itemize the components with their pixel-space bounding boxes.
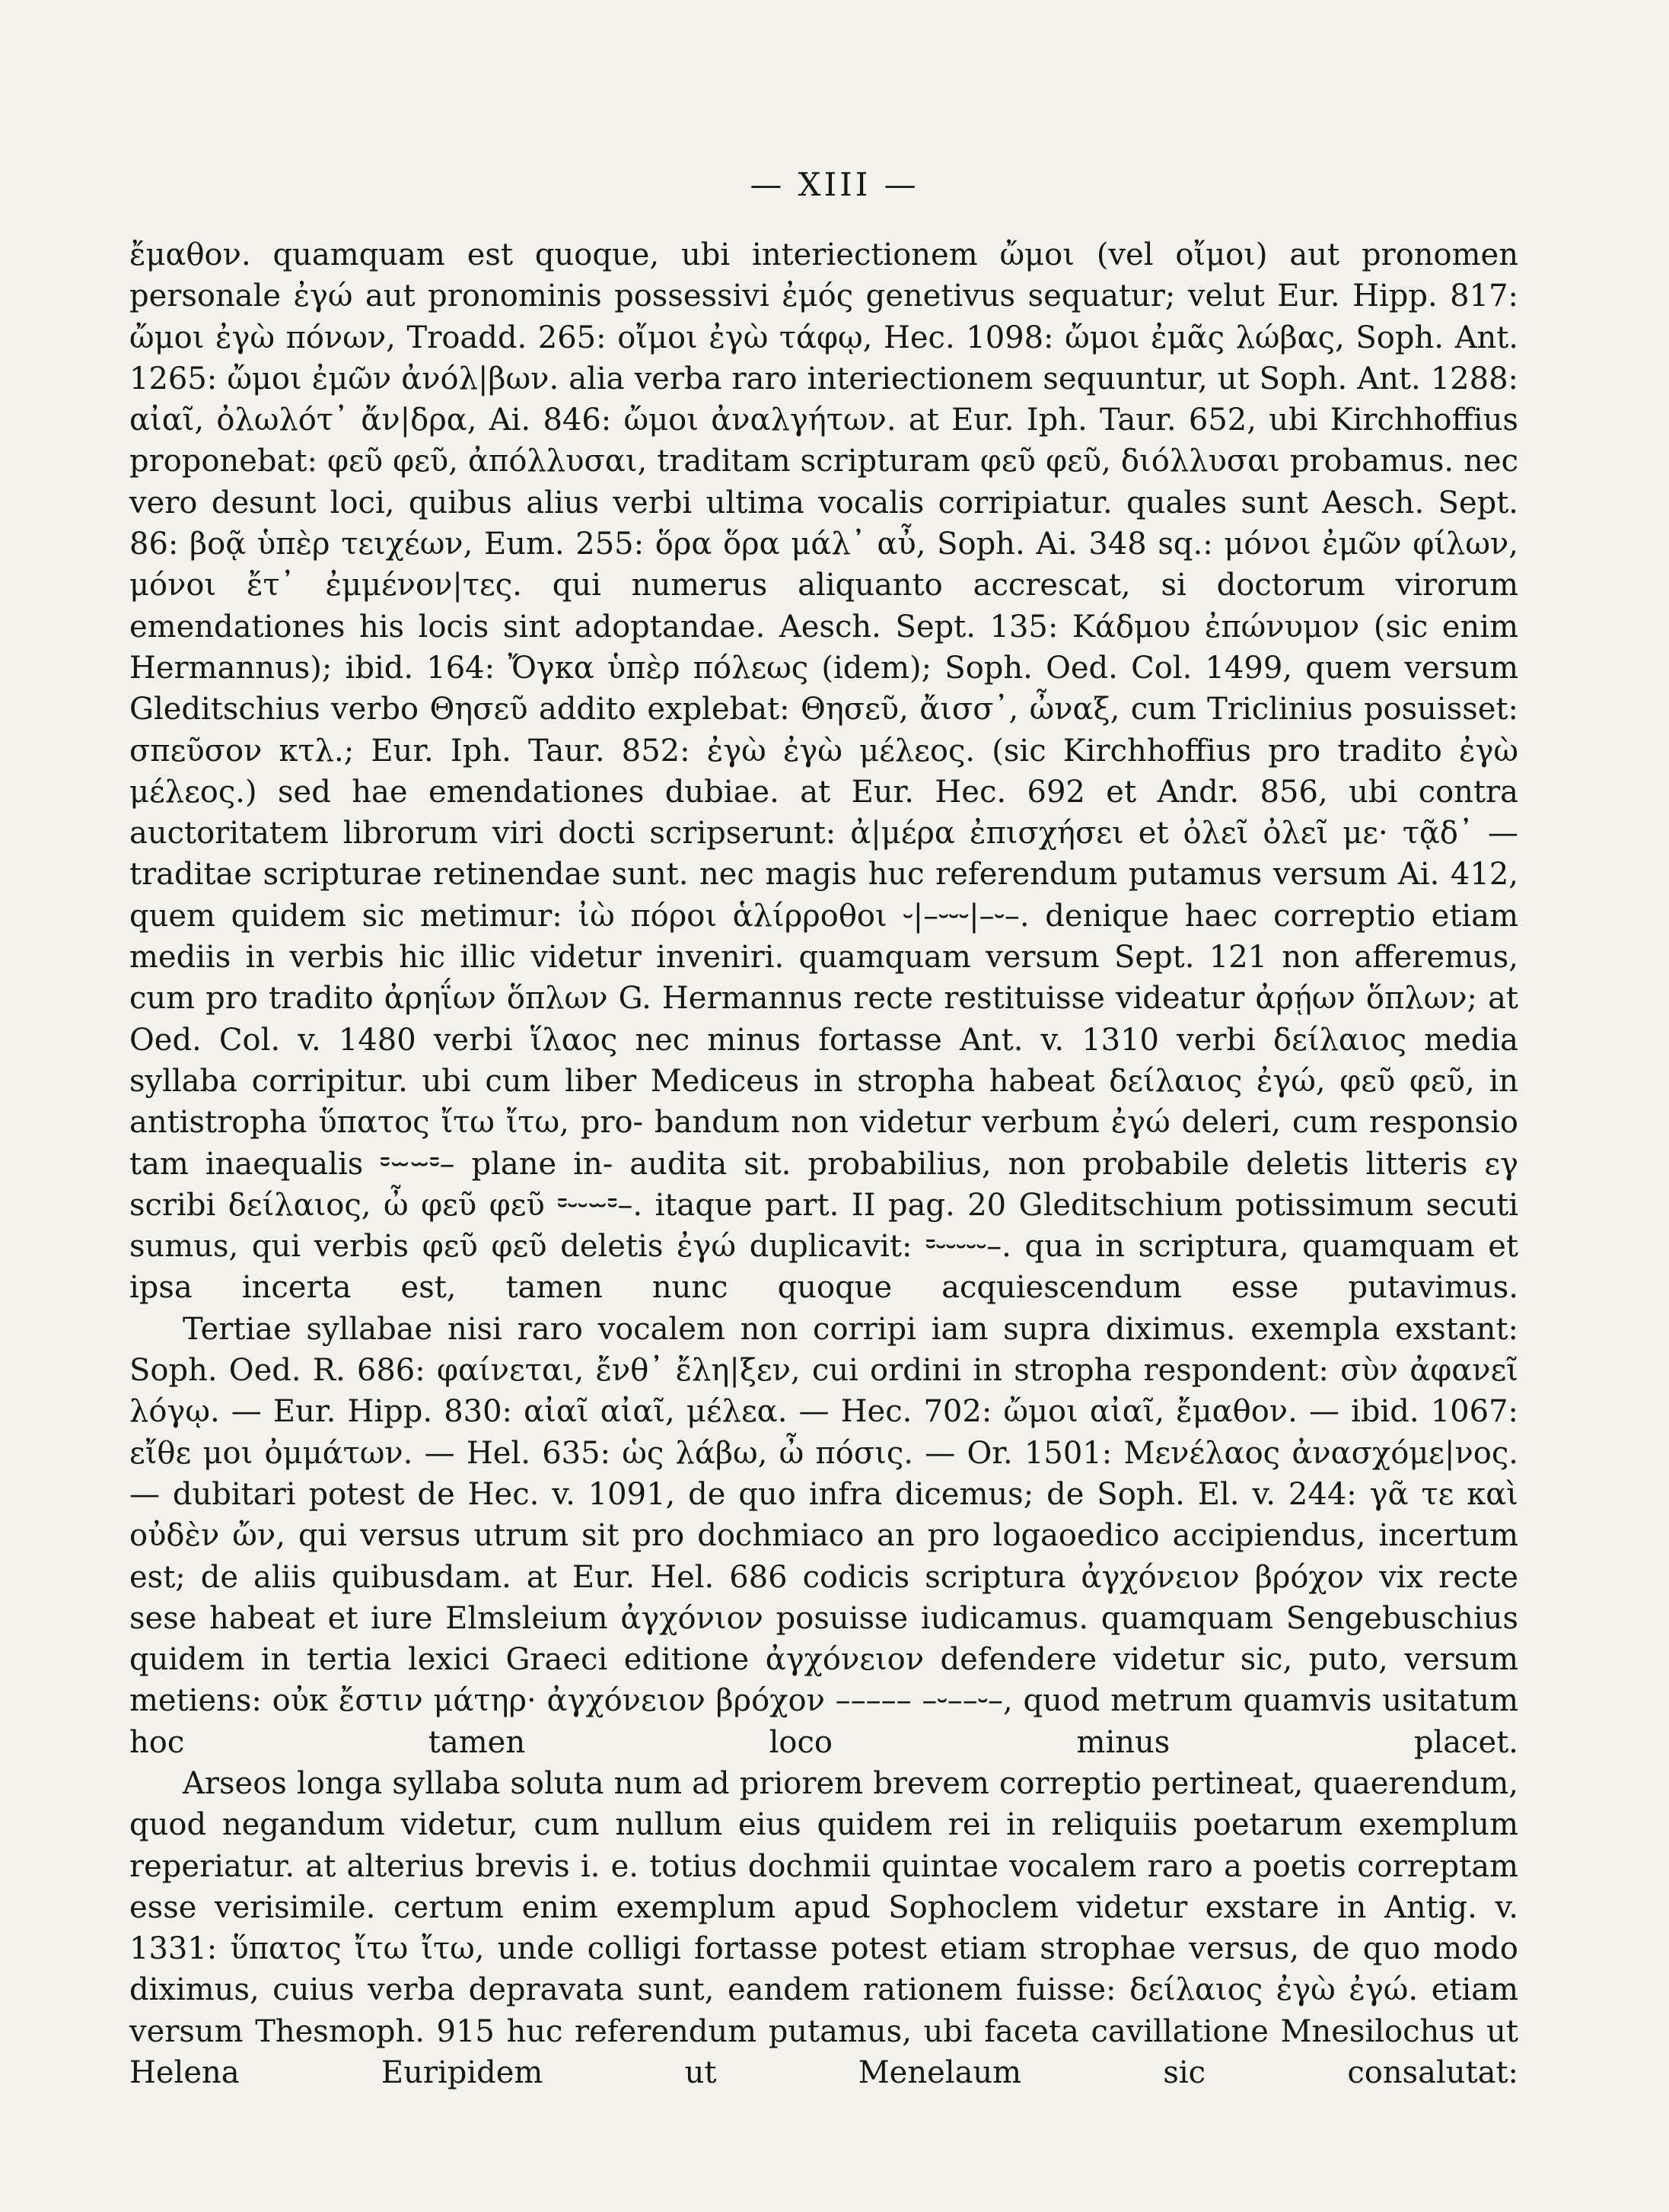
text-line: ἐγώ aut pronominis possessivi ἐμός genetivus sequatur; velut Eur. Hipp. 817: ὤμοι ἐγὼ πόνων, [129,278,1518,355]
text-line: quod negandum videtur, cum nullum eius quidem rei in reliquiis poetarum exemplum reperiatur. [129,1807,1518,1884]
text-line: bandum non videtur verbum ἐγώ deleri, cum responsio tam inaequalis ⏒⏖⏖⏒– plane in- [129,1105,1518,1182]
text-line: at alterius brevis i. e. totius dochmii quintae vocalem raro a poetis correptam esse verisimile. [129,1848,1518,1925]
text-line: ––––– –⏑––⏑–, quod metrum quamvis usitatum hoc tamen loco minus placet. [129,1683,1519,1760]
body-text [129,234,1518,2093]
page-number: — XIII — [750,166,919,203]
text-line: liber Mediceus in stropha habeat δείλαιος ἐγώ, φεῦ φεῦ, in antistropha ὕπατος ἴτω ἴτω, pro- [129,1063,1518,1141]
text-line: Troadd. 265: οἴμοι ἐγὼ τάφῳ, Hec. 1098: ὤμοι ἐμᾶς λώβας, Soph. Ant. 1265: ὤμοι ἐμῶν [129,320,1519,396]
text-line: putamus, ubi faceta cavillatione Mnesilochus ut Helena Euripidem ut Menelaum sic consalutat: [129,2013,1518,2091]
text-line: alius verbi ultima vocalis corripiatur. quales sunt Aesch. Sept. 86: βοᾷ ὑπὲρ τειχέων, Eum. 255: [129,485,1519,562]
text-line: unde colligi fortasse potest etiam strophae versus, de quo modo diximus, cuius verba depravata [129,1931,1518,2008]
text-line: λόγῳ. — Eur. Hipp. 830: αἰαῖ αἰαῖ, μέλεα. — Hec. 702: ὤμοι αἰαῖ, ἔμαθον. — ibid. 1067: εἴθε [129,1394,1518,1471]
text-line: tradito ἀρηΐων ὅπλων G. Hermannus recte restituisse videatur ἀρῄων ὅπλων; at Oed. Col. v. 1480 [129,981,1518,1058]
paragraph-2 [129,1309,1518,1763]
text-line: ἀγχόνειον defendere videtur sic, puto, versum metiens: οὐκ ἔστιν μάτηρ· ἀγχόνειον βρόχον [129,1642,1518,1719]
text-line: at Eur. Hel. 686 codicis scriptura ἀγχόνειον βρόχον vix recte sese habeat et iure Elmsleium [129,1559,1519,1636]
text-line: Tertiae syllabae nisi raro vocalem non corripi iam supra diximus. exempla exstant: [183,1311,1518,1347]
text-line: Sept. 135: Κάδμου ἐπώνυμον (sic enim Hermannus); ibid. 164: Ὄγκα ὑπὲρ πόλεως (idem); Soph. [129,609,1519,686]
text-line: ἀγχόνιον posuisse iudicamus. quamquam Sengebuschius quidem in tertia lexici Graeci editione [129,1600,1519,1678]
text-line: cum Triclinius posuisset: σπεῦσον κτλ.; Eur. Iph. Taur. 852: ἐγὼ ἐγὼ μέλεος. (sic Kirchhoffius [129,692,1519,769]
text-line: certum enim exemplum apud Sophoclem videtur exstare in Antig. v. 1331: ὕπατος ἴτω ἴτω, [129,1889,1519,1967]
text-line: verbi ἵλαος nec minus fortasse Ant. v. 1310 verbi δείλαιος media syllaba corripitur. ubi cum [129,1022,1518,1099]
text-line: Oed. Col. 1499, quem versum Gleditschius verbo Θησεῦ addito explebat: Θησεῦ, ἄισσ᾽, ὦναξ, [129,650,1519,727]
paragraph-3 [129,1763,1518,2093]
text-line: audita sit. probabilius, non probabile deletis litteris εγ scribi δείλαιος, ὦ φεῦ φεῦ ⏒⏑⏑⏖⏒–. [129,1146,1518,1223]
text-line: itaque part. II pag. 20 Gleditschium potissimum secuti sumus, qui verbis φεῦ φεῦ deletis ἐγώ [129,1187,1519,1265]
text-line: ἀπόλλυσαι, traditam scripturam φεῦ φεῦ, διόλλυσαι probamus. nec vero desunt loci, quibus [129,444,1519,520]
text-line: contra auctoritatem librorum viri docti scripserunt: ἀ|μέρα ἐπισχήσει et ὀλεῖ ὀλεῖ με· τᾷδ᾽ — [129,774,1518,851]
text-line: aliquanto accrescat, si doctorum virorum emendationes his locis sint adoptandae. Aesch. [129,568,1518,645]
text-line: Arseos longa syllaba soluta num ad priorem brevem correptio pertineat, quaerendum, [183,1765,1518,1801]
text-line: μοι ὀμμάτων. — Hel. 635: ὡς λάβω, ὦ πόσις. — Or. 1501: Μενέλαος ἀνασχόμε|νος. — dubitari [129,1435,1518,1512]
paragraph-1 [129,234,1518,1309]
text-line: sunt, eandem rationem fuisse: δείλαιος ἐγὼ ἐγώ. etiam versum Thesmoph. 915 huc referendum [129,1972,1519,2049]
text-line: traditae scripturae retinendae sunt. nec magis huc referendum putamus versum Ai. 412, quem [129,857,1518,934]
text-line: ἀνόλ|βων. alia verba raro interiectionem sequuntur, ut Soph. Ant. 1288: αἰαῖ, ὀλωλότ᾽ ἄν|δρα, [129,361,1518,438]
text-line: acquiescendum esse putavimus. [941,1270,1518,1306]
text-line: Ai. 846: ὤμοι ἀναλγήτων. at Eur. Iph. Taur. 652, ubi Kirchhoffius proponebat: φεῦ φεῦ, [129,403,1519,479]
text-line: versus utrum sit pro dochmiaco an pro logaoedico accipiendus, incertum est; de aliis quibusdam. [129,1518,1519,1595]
text-line: Soph. Oed. R. 686: φαίνεται, ἔνθ᾽ ἔλη|ξεν, cui ordini in stropha respondent: σὺν ἀφανεῖ [129,1353,1518,1389]
text-line: potest de Hec. v. 1091, de quo infra dicemus; de Soph. El. v. 244: γᾶ τε καὶ οὐδὲν ὤν, qui [129,1476,1518,1554]
text-line: duplicavit: ⏒⏑⏑⏑⏑⏑–. qua in scriptura, quamquam et ipsa incerta est, tamen nunc quoque [129,1229,1518,1306]
text-line: ἔμαθον. quamquam est quoque, ubi interiectionem ὤμοι (vel οἴμοι) aut pronomen personale [129,237,1518,314]
text-line: ὅρα ὅρα μάλ᾽ αὖ, Soph. Ai. 348 sq.: μόνοι ἐμῶν φίλων, μόνοι ἔτ᾽ ἐμμένον|τες. qui numerus [129,527,1518,603]
text-line: pro tradito ἐγὼ μέλεος.) sed hae emendationes dubiae. at Eur. Hec. 692 et Andr. 856, ubi [129,733,1519,810]
text-line: in verbis hic illic videtur inveniri. quamquam versum Sept. 121 non afferemus, cum pro [129,940,1518,1017]
text-line: quidem sic metimur: ἰὼ πόροι ἁλίρροθοι ⏑|–⏑⏑⏑|–⏑–. denique haec correptio etiam mediis [129,898,1518,976]
